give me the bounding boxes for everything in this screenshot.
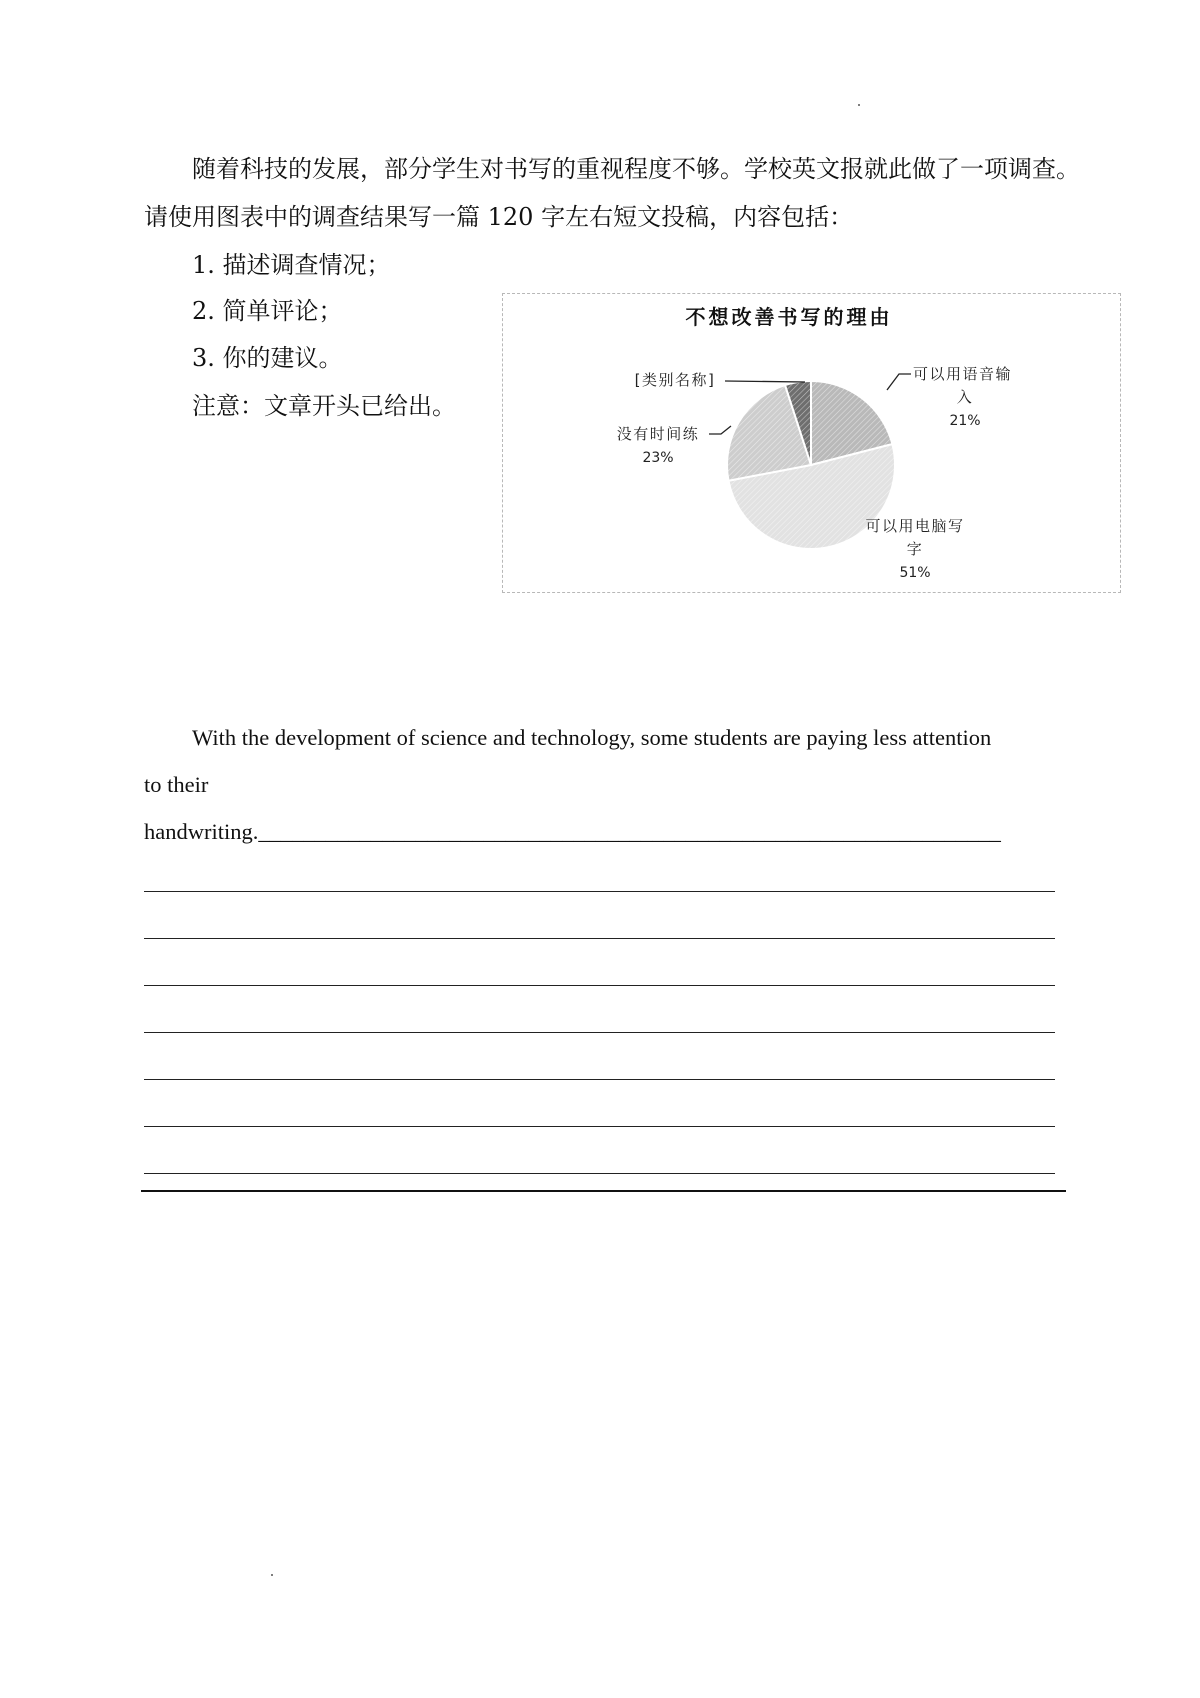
prompt-item-2: 2. 简单评论； (192, 297, 343, 325)
answer-line[interactable] (144, 891, 1055, 892)
pie-category-label: 字 (906, 540, 924, 558)
pie-category-label: [类别名称] (634, 371, 716, 389)
pie-chart-frame (502, 293, 1121, 593)
pie-value-label: 21% (949, 413, 981, 429)
section-end-divider (141, 1190, 1066, 1192)
prompt-intro-line2: 请使用图表中的调查结果写一篇 120 字左右短文投稿，内容包括： (144, 203, 854, 231)
answer-line[interactable] (144, 938, 1055, 939)
prompt-note: 注意：文章开头已给出。 (192, 392, 456, 420)
answer-line[interactable] (144, 1173, 1055, 1174)
answer-line[interactable] (144, 985, 1055, 986)
prompt-item-1: 1. 描述调查情况； (192, 251, 391, 279)
answer-line[interactable] (144, 1079, 1055, 1080)
pie-leader-line-1 (887, 374, 911, 390)
pie-category-label: 可以用语音输 (913, 365, 1013, 383)
prompt-item-3: 3. 你的建议。 (192, 344, 343, 372)
essay-line-2: to their (144, 772, 209, 797)
chart-title: 不想改善书写的理由 (685, 305, 893, 329)
answer-line[interactable] (144, 1032, 1055, 1033)
pie-chart (503, 294, 1120, 592)
pie-category-label: 没有时间练 (616, 425, 700, 443)
pie-leader-line-4 (725, 381, 805, 382)
pie-category-label: 入 (956, 388, 974, 406)
scan-artifact-dot (271, 1574, 273, 1576)
prompt-intro-line1: 随着科技的发展，部分学生对书写的重视程度不够。学校英文报就此做了一项调查。 (192, 155, 1080, 183)
pie-category-label: 可以用电脑写 (865, 517, 965, 535)
essay-line-1: With the development of science and technology, some students are paying less attention (192, 725, 992, 750)
pie-value-label: 51% (899, 565, 931, 581)
pie-value-label: 23% (642, 450, 674, 466)
scan-artifact-dot (858, 104, 860, 106)
essay-line-3: handwriting.__________________________________________________________________ (144, 819, 1001, 844)
answer-line[interactable] (144, 1126, 1055, 1127)
pie-leader-line-3 (709, 426, 731, 434)
